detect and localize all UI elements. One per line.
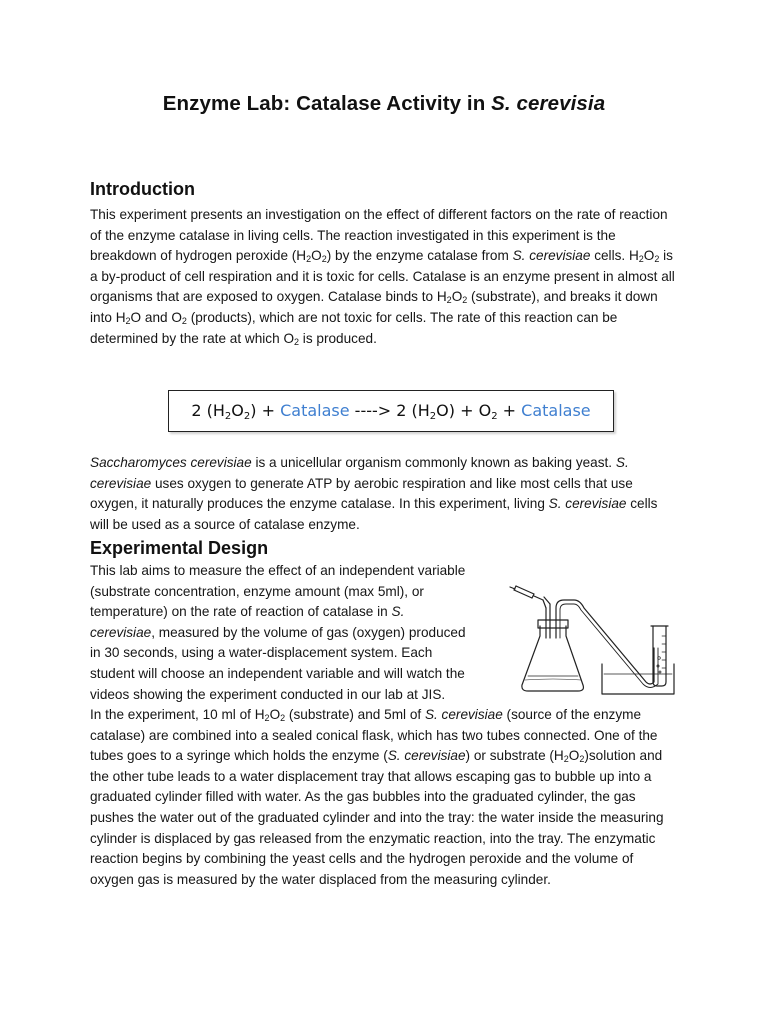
conical-flask (522, 620, 584, 691)
water-tray (602, 664, 674, 694)
introduction-heading: Introduction (90, 179, 195, 199)
experimental-design-heading: Experimental Design (90, 538, 269, 558)
catalase-reactant: Catalase (280, 401, 350, 420)
page-title: Enzyme Lab: Catalase Activity in S. cerevisia (162, 92, 606, 115)
title-species: S. cerevisia (491, 92, 606, 115)
yeast-paragraph: Saccharomyces cerevisiae is a unicellular organism commonly known as baking yeast. S. cerevisiae uses oxygen to generate ATP by aerobic respiration and like most cells that use oxygen, it naturally produces the enzyme catalase. In this experiment, living S. cerevisiae cells will be used as a source of catalase enzyme. (90, 455, 658, 532)
water-displacement-apparatus-diagram (508, 578, 680, 698)
reaction-equation-box: 2 $(H_2O_2)$ + Catalase ----> 2 $(H_2O) + O_2$ + Catalase (168, 390, 614, 432)
design-paragraph-1: This lab aims to measure the effect of an independent variable (substrate concentration, enzyme amount (max 5ml), or temperature) on the rate of reaction of catalase in S. cerevisiae, measured by the volume of gas (oxygen) produced in 30 seconds, using a water-displacement system. Each student will choose an independent variable and will watch the videos showing the experiment conducted in our lab at JIS. (90, 563, 466, 702)
introduction-paragraph: This experiment presents an investigation on the effect of different factors on the rate of reaction of the enzyme catalase in living cells. The reaction investigated in this experiment is the breakdown of hydrogen peroxide $(H_2O_2)$ by the enzyme catalase from S. cerevisiae cells. $H_2O_2$ is a by-product of cell respiration and it is toxic for cells. Catalase is an enzyme present in almost all organisms that are exposed to oxygen. Catalase binds to $H_2O_2$ (substrate), and breaks it down into $H_2O$ and $O_2$ (products), which are not toxic for cells. The rate of this reaction can be determined by the rate at which $O_2$ is produced. (90, 207, 675, 347)
design-paragraph-2: In the experiment, 10 ml of $H_2O_2$ (substrate) and 5ml of S. cerevisiae (source of the enzyme catalase) are combined into a sealed conical flask, which has two tubes connected. One of the tubes goes to a syringe which holds the enzyme (S. cerevisiae) or substrate $(H_2O_2)solution$ and the other tube leads to a water displacement tray that allows escaping gas to bubble up into a graduated cylinder filled with water. As the gas bubbles into the graduated cylinder, the gas pushes the water out of the graduated cylinder and into the tray: the water inside the measuring cylinder is displaced by gas released from the enzymatic reaction, into the tray. The enzymatic reaction begins by combining the yeast cells and the hydrogen peroxide and the volume of oxygen gas is measured by the water displaced from the measuring cylinder. (90, 707, 664, 887)
syringe (510, 586, 550, 638)
catalase-product: Catalase (521, 401, 591, 420)
graduated-cylinder (651, 626, 668, 686)
